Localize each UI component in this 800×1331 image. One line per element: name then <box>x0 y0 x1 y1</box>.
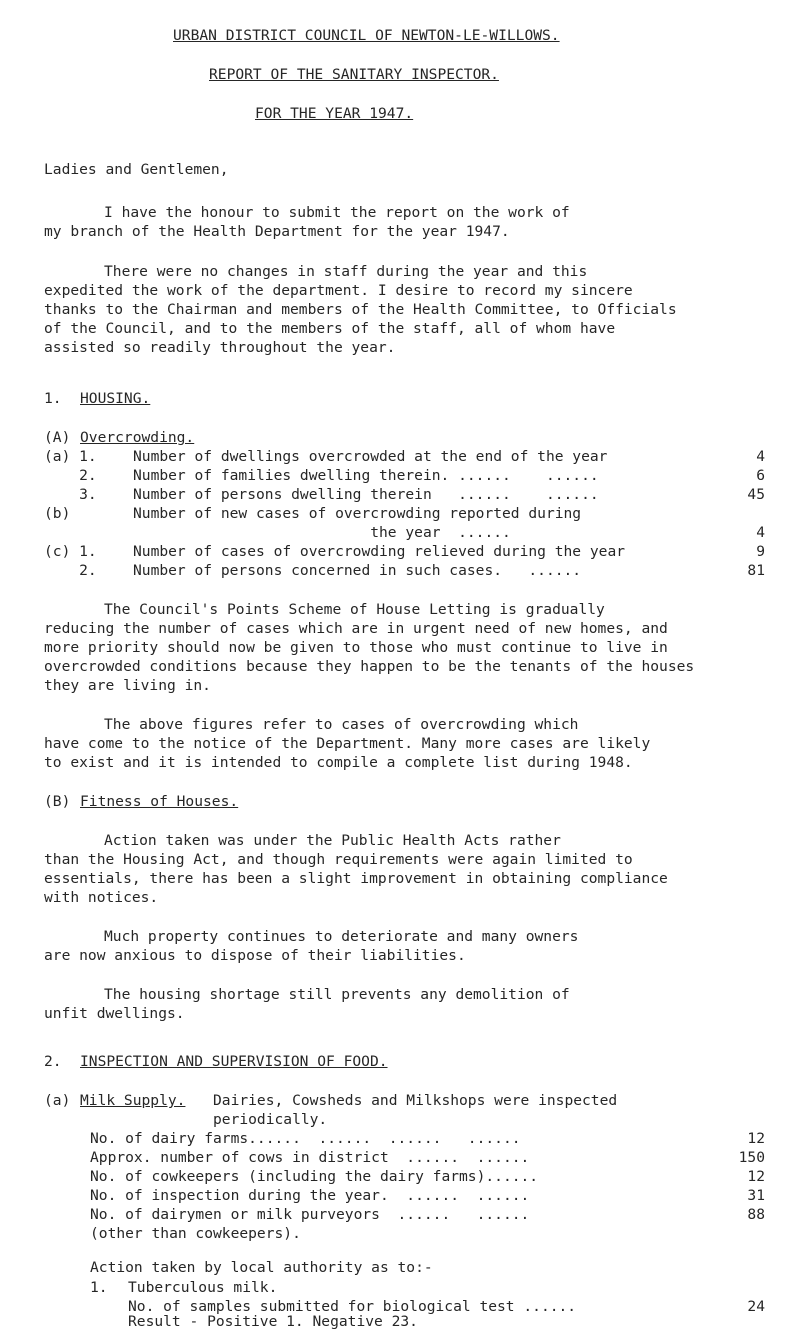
overcrowding-row-text: Number of families dwelling therein. ...... ...... <box>133 467 599 484</box>
overcrowding-row-key: (c) 1. <box>44 543 97 560</box>
overcrowding-row-text: Number of cases of overcrowding relieved during the year <box>133 543 626 560</box>
overcrowding-row-key <box>44 523 97 542</box>
overcrowding-row-value: 4 <box>756 524 765 541</box>
overcrowding-row-text: the year ...... <box>133 524 511 541</box>
fitness-p2-line2: are now anxious to dispose of their liabilities. <box>44 947 466 964</box>
overcrowding-row-text: Number of new cases of overcrowding reported during <box>133 505 582 522</box>
tb-item-number: 1. <box>90 1279 108 1296</box>
overcrowding-row-value: 9 <box>756 543 765 560</box>
intro-p2-line2: expedited the work of the department. I desire to record my sincere <box>44 282 633 299</box>
food-heading-number: 2. <box>44 1053 62 1070</box>
overcrowding-p1-line5: they are living in. <box>44 677 211 694</box>
overcrowding-row-text: Number of persons dwelling therein ...... ...... <box>133 486 599 503</box>
intro-p2-line3: thanks to the Chairman and members of the Health Committee, to Officials <box>44 301 677 318</box>
milk-row-text: No. of inspection during the year. ...... ...... <box>90 1187 530 1204</box>
intro-p1-line1: I have the honour to submit the report on the work of <box>104 204 570 221</box>
fitness-p1-line4: with notices. <box>44 889 159 906</box>
milk-intro-line1: Dairies, Cowsheds and Milkshops were inspected <box>213 1092 618 1109</box>
overcrowding-p1-line3: more priority should now be given to those who must continue to live in <box>44 639 668 656</box>
overcrowding-row-text: Number of dwellings overcrowded at the end of the year <box>133 448 608 465</box>
overcrowding-p2-line3: to exist and it is intended to compile a complete list during 1948. <box>44 754 633 771</box>
housing-heading: HOUSING. <box>80 390 151 407</box>
milk-row-value: 12 <box>747 1130 765 1147</box>
overcrowding-row-key: (a) 1. <box>44 448 97 465</box>
intro-p1-line2: my branch of the Health Department for the year 1947. <box>44 223 510 240</box>
milk-prefix: (a) <box>44 1092 80 1109</box>
milk-row-text: Approx. number of cows in district ...... ...... <box>90 1149 530 1166</box>
overcrowding-row-key: 2. <box>44 562 97 579</box>
fitness-p3-line1: The housing shortage still prevents any demolition of <box>104 986 570 1003</box>
milk-row-value: 88 <box>747 1206 765 1223</box>
milk-intro-line2: periodically. <box>213 1111 328 1128</box>
milk-heading: Milk Supply. <box>80 1092 186 1109</box>
overcrowding-row-key: (b) <box>44 505 97 522</box>
salutation: Ladies and Gentlemen, <box>44 161 229 178</box>
council-title: URBAN DISTRICT COUNCIL OF NEWTON-LE-WILLOWS. <box>173 27 560 44</box>
report-title: REPORT OF THE SANITARY INSPECTOR. <box>209 66 499 83</box>
intro-p2-line4: of the Council, and to the members of the staff, all of whom have <box>44 320 616 337</box>
overcrowding-heading: Overcrowding. <box>80 429 195 446</box>
milk-row-text: No. of cowkeepers (including the dairy farms)...... <box>90 1168 539 1185</box>
milk-row-value: 150 <box>738 1149 765 1166</box>
fitness-p1-line2: than the Housing Act, and though requirements were again limited to <box>44 851 633 868</box>
fitness-p1-line3: essentials, there has been a slight improvement in obtaining compliance <box>44 870 668 887</box>
action-heading: Action taken by local authority as to:- <box>90 1259 433 1276</box>
overcrowding-row-key: 2. <box>44 467 97 484</box>
fitness-heading: Fitness of Houses. <box>80 793 239 810</box>
intro-p2-line1: There were no changes in staff during the year and this <box>104 263 588 280</box>
milk-row-value: 31 <box>747 1187 765 1204</box>
overcrowding-row-value: 6 <box>756 467 765 484</box>
report-year: FOR THE YEAR 1947. <box>255 105 414 122</box>
tb-samples: No. of samples submitted for biological test ...... <box>128 1298 577 1315</box>
housing-heading-number: 1. <box>44 390 62 407</box>
milk-row-text: No. of dairy farms...... ...... ...... ...... <box>90 1130 521 1147</box>
fitness-p3-line2: unfit dwellings. <box>44 1005 185 1022</box>
milk-row-text: (other than cowkeepers). <box>90 1225 301 1242</box>
overcrowding-p1-line1: The Council's Points Scheme of House Letting is gradually <box>104 601 605 618</box>
fitness-prefix: (B) <box>44 793 80 810</box>
fitness-p1-line1: Action taken was under the Public Health Acts rather <box>104 832 561 849</box>
tb-samples-value: 24 <box>747 1298 765 1315</box>
milk-row-value: 12 <box>747 1168 765 1185</box>
overcrowding-p1-line2: reducing the number of cases which are in urgent need of new homes, and <box>44 620 668 637</box>
tb-result: Result - Positive 1. Negative 23. <box>128 1313 418 1330</box>
overcrowding-prefix: (A) <box>44 429 80 446</box>
milk-row-text: No. of dairymen or milk purveyors ...... ...... <box>90 1206 530 1223</box>
overcrowding-row-value: 4 <box>756 448 765 465</box>
overcrowding-row-value: 81 <box>747 562 765 579</box>
overcrowding-row-text: Number of persons concerned in such cases. ...... <box>133 562 582 579</box>
food-heading: INSPECTION AND SUPERVISION OF FOOD. <box>80 1053 388 1070</box>
overcrowding-row-value: 45 <box>747 486 765 503</box>
overcrowding-p2-line2: have come to the notice of the Department. Many more cases are likely <box>44 735 651 752</box>
overcrowding-p1-line4: overcrowded conditions because they happen to be the tenants of the houses <box>44 658 695 675</box>
overcrowding-p2-line1: The above figures refer to cases of overcrowding which <box>104 716 579 733</box>
intro-p2-line5: assisted so readily throughout the year. <box>44 339 396 356</box>
tb-title: Tuberculous milk. <box>128 1279 278 1296</box>
overcrowding-row-key: 3. <box>44 486 97 503</box>
fitness-p2-line1: Much property continues to deteriorate and many owners <box>104 928 579 945</box>
